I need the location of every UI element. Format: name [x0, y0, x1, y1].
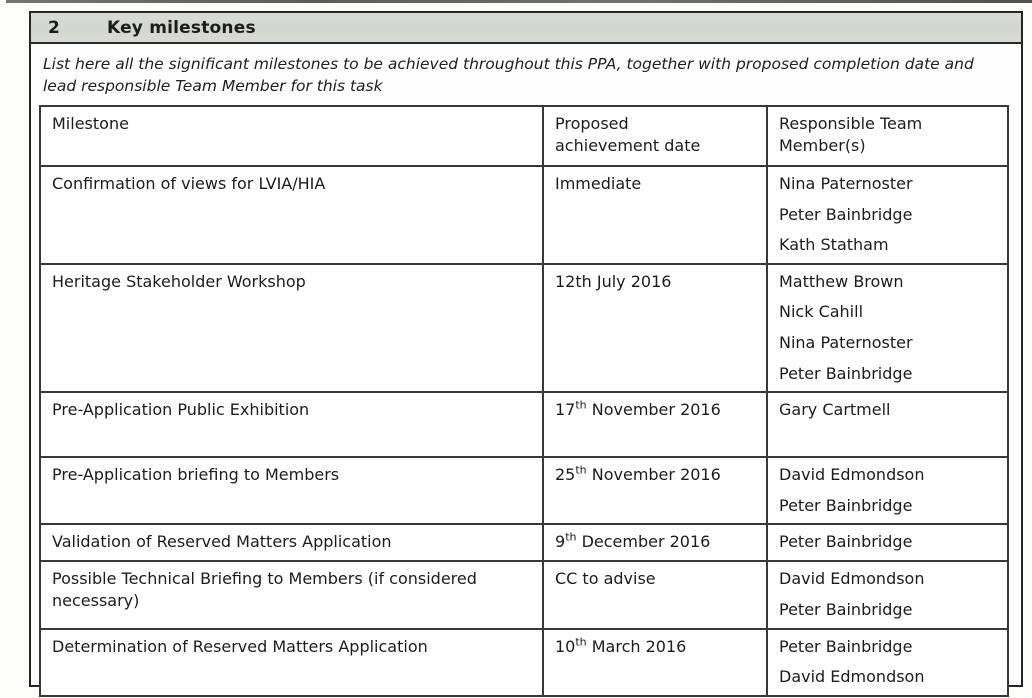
date-cell: 10th March 2016 [543, 629, 767, 696]
member-name: Peter Bainbridge [779, 204, 913, 224]
member-name: Gary Cartmell [779, 400, 891, 420]
member-name: Peter Bainbridge [779, 532, 913, 552]
member-name: Peter Bainbridge [779, 363, 913, 383]
member-name: Nina Paternoster [779, 174, 913, 193]
members-cell [767, 264, 1008, 392]
date-cell: 12th July 2016 [543, 264, 767, 392]
table-row [40, 524, 1008, 561]
member-name: Matthew Brown [779, 271, 904, 291]
date-cell: 9th December 2016 [543, 524, 767, 561]
table-row [40, 629, 1008, 696]
table-row [40, 392, 1008, 457]
date-ordinal-suffix: th [575, 635, 587, 649]
date-ordinal-suffix: th [565, 531, 577, 545]
section-title: Key milestones [107, 17, 256, 38]
members-cell [767, 524, 1008, 561]
milestone-cell: Heritage Stakeholder Workshop [40, 264, 543, 392]
member-name: Peter Bainbridge [779, 495, 913, 515]
table-row [40, 166, 1008, 264]
member-name: Nina Paternoster [779, 332, 913, 352]
milestone-cell: Determination of Reserved Matters Application [40, 629, 543, 696]
top-scan-artifact-line [6, 0, 1032, 3]
date-ordinal-suffix: th [575, 463, 587, 477]
date-cell: 25th November 2016 [543, 457, 767, 524]
date-cell: CC to advise [543, 561, 767, 628]
section-description: List here all the significant milestones to be achieved throughout this PPA, together with proposed completion date and lead responsible Team Member for this task [43, 55, 974, 95]
header-milestone: Milestone [40, 106, 543, 166]
milestone-cell: Pre-Application Public Exhibition [40, 392, 543, 457]
member-name: Peter Bainbridge [779, 599, 913, 619]
section-header-band [31, 13, 1021, 44]
table-header-row [40, 106, 1008, 166]
header-proposed-date: Proposed achievement date [543, 106, 767, 166]
milestones-table [39, 105, 1009, 697]
section-number: 2 [48, 17, 61, 38]
milestone-cell: Pre-Application briefing to Members [40, 457, 543, 524]
table-row [40, 561, 1008, 628]
date-cell: Immediate [543, 166, 767, 264]
member-name: Nick Cahill [779, 302, 864, 322]
date-cell: 17th November 2016 [543, 392, 767, 457]
member-name: Kath Statham [779, 235, 889, 255]
member-name: David Edmondson [779, 667, 925, 687]
milestone-cell: Possible Technical Briefing to Members (if considered necessary) [40, 561, 543, 628]
member-name: David Edmondson [779, 465, 925, 485]
members-cell [767, 166, 1008, 264]
header-responsible-member: Responsible Team Member(s) [767, 106, 1008, 166]
milestone-cell: Validation of Reserved Matters Application [40, 524, 543, 561]
members-cell [767, 629, 1008, 696]
member-name: Peter Bainbridge [779, 636, 913, 656]
date-ordinal-suffix: th [575, 398, 587, 412]
member-name: David Edmondson [779, 569, 925, 589]
table-row [40, 457, 1008, 524]
milestone-cell: Confirmation of views for LVIA/HIA [40, 166, 543, 264]
members-cell [767, 457, 1008, 524]
key-milestones-section [29, 11, 1023, 687]
members-cell [767, 561, 1008, 628]
members-cell [767, 392, 1008, 457]
table-row [40, 264, 1008, 392]
